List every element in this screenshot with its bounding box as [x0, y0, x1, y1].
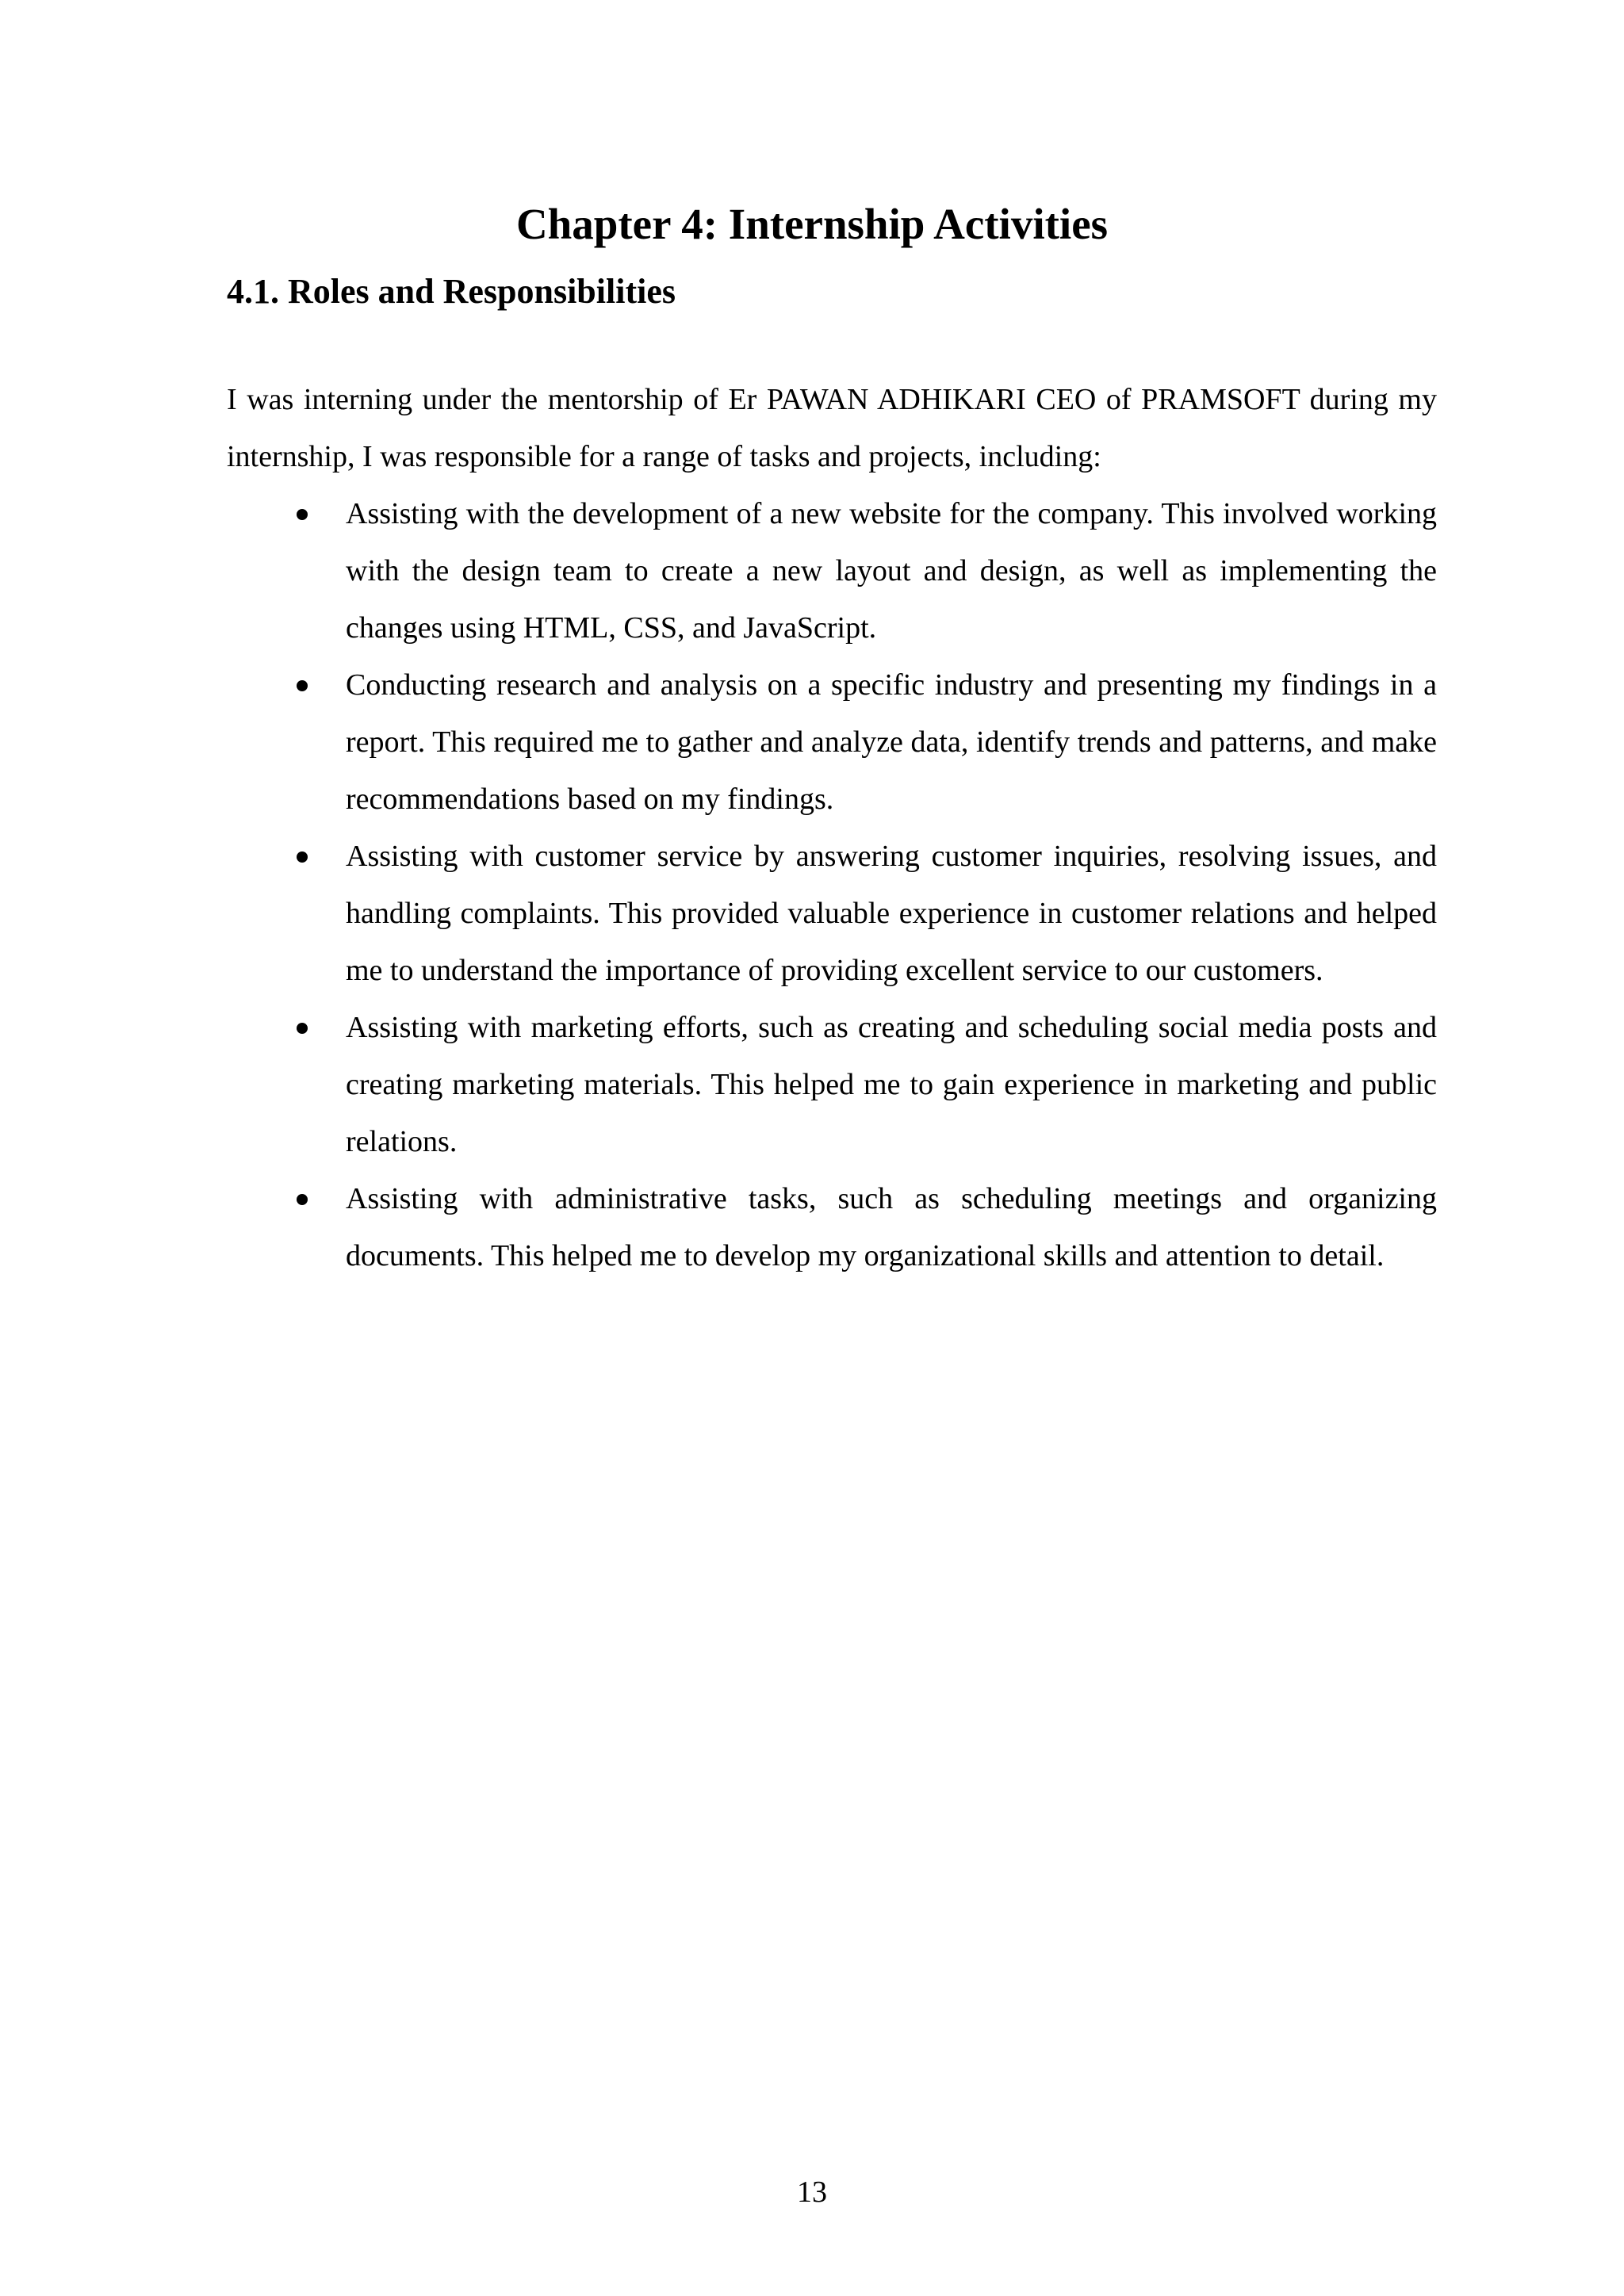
section-heading: 4.1. Roles and Responsibilities	[227, 272, 676, 311]
bullet-icon	[297, 851, 308, 863]
list-item-text: Assisting with marketing efforts, such as creating and scheduling social media posts and creating marketing materials. This helped me to gain experience in marketing and public relations.	[346, 1011, 1437, 1158]
list-item-text: Assisting with customer service by answering customer inquiries, resolving issues, and handling complaints. This provided valuable experience in customer relations and helped me to understand the importance of providing excellent service to our customers.	[346, 840, 1437, 987]
list-item-text: Assisting with administrative tasks, such as scheduling meetings and organizing documents. This helped me to develop my organizational skills and attention to detail.	[346, 1182, 1437, 1272]
bullet-icon	[297, 1194, 308, 1205]
list-item	[227, 999, 1437, 1170]
bullet-icon	[297, 680, 308, 691]
bullet-icon	[297, 1023, 308, 1034]
list-item-text: Conducting research and analysis on a specific industry and presenting my findings in a report. This required me to gather and analyze data, identify trends and patterns, and make recommendations based on my findings.	[346, 668, 1437, 816]
bullet-icon	[297, 509, 308, 520]
list-item	[227, 485, 1437, 656]
chapter-title: Chapter 4: Internship Activities	[515, 200, 1109, 248]
intro-paragraph: I was interning under the mentorship of Er PAWAN ADHIKARI CEO of PRAMSOFT during my internship, I was responsible for a range of tasks and projects, including:	[227, 383, 1437, 473]
page-number: 13	[797, 2175, 827, 2209]
list-item-text: Assisting with the development of a new website for the company. This involved working with the design team to create a new layout and design, as well as implementing the changes using HTML, CSS, and JavaScript.	[346, 497, 1437, 645]
responsibilities-list	[227, 485, 1437, 1284]
list-item	[227, 656, 1437, 828]
list-item	[227, 1170, 1437, 1284]
list-item	[227, 828, 1437, 999]
